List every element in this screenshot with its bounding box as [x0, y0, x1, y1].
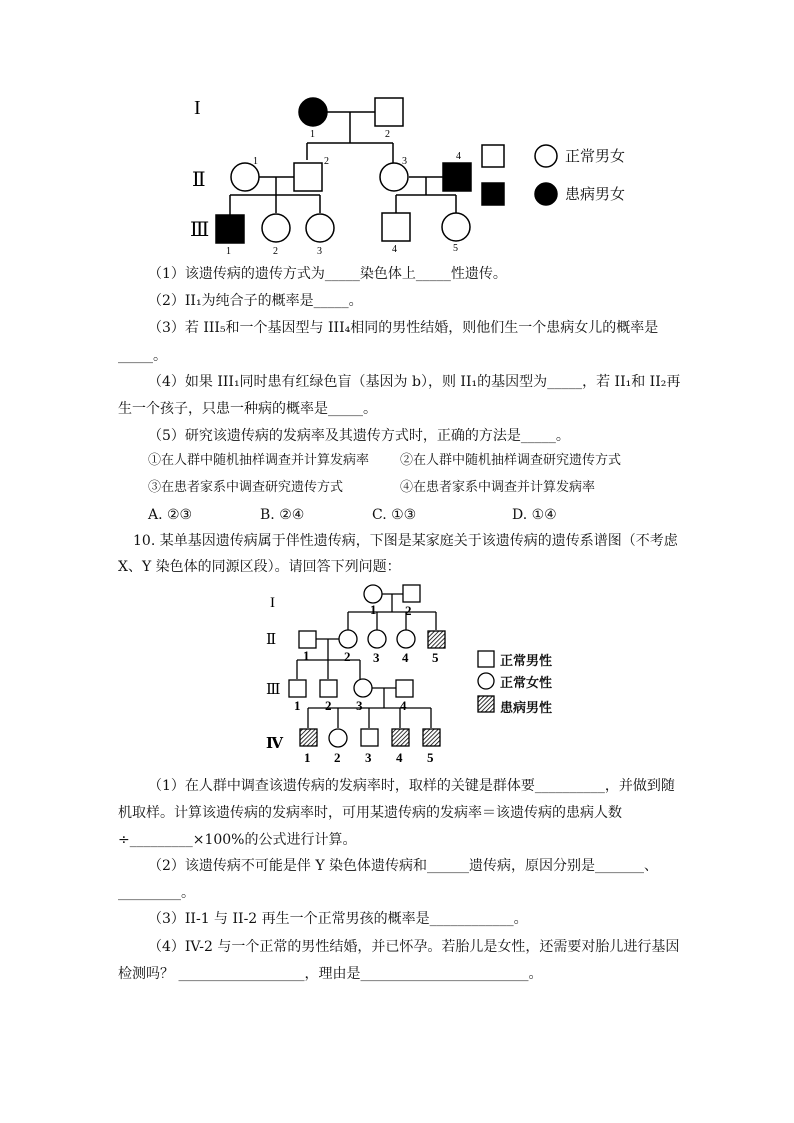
ped2-gen-label: Ⅱ — [266, 632, 277, 648]
ped1-gen-label: Ⅲ — [190, 219, 210, 241]
ped2-num: 5 — [427, 750, 434, 765]
q9-line-4: _____。 — [118, 348, 167, 364]
ped1-legend-affected-male — [482, 183, 504, 205]
q10-line-5: _________。 — [118, 885, 195, 901]
ped1-num: 1 — [226, 246, 231, 257]
q9-line-3: （3）若 III₅和一个基因型与 III₄相同的男性结婚，则他们生一个患病女儿的概率是 — [148, 320, 659, 336]
ped2-num: 2 — [344, 649, 351, 664]
ped2-num: 1 — [294, 698, 301, 713]
q9-line-1: （1）该遗传病的遗传方式为_____染色体上_____性遗传。 — [148, 266, 507, 282]
q10-line-8: 检测吗？ __________________，理由是________________________。 — [118, 966, 543, 982]
ped1-legend-affected-female — [535, 183, 557, 205]
ped2-III-2 — [320, 680, 337, 697]
pedigree-chart-1 — [180, 85, 660, 260]
q10-line-1: （1）在人群中调查该遗传病的发病率时，取样的关键是群体要__________，并做到随 — [148, 778, 675, 794]
ped2-legend-normal-male-label: 正常男性 — [500, 654, 553, 669]
q10-intro-2: X、Y 染色体的同源区段）。请回答下列问题： — [118, 559, 401, 575]
ped1-num: 2 — [273, 246, 278, 257]
ped2-IV-5 — [423, 729, 440, 746]
ped2-II-3 — [368, 630, 386, 648]
ped2-I-1 — [364, 585, 382, 603]
ped1-III-3 — [306, 214, 334, 242]
ped2-III-3 — [354, 679, 372, 697]
ped1-II-3 — [380, 163, 408, 191]
q9-option-1: ①在人群中随机抽样调查并计算发病率 — [148, 453, 370, 468]
ped1-III-1 — [216, 215, 244, 243]
ped1-legend-affected: 患病男女 — [565, 185, 626, 203]
ped2-II-2 — [339, 630, 357, 648]
ped2-num: 4 — [400, 698, 407, 713]
q10-line-3: ÷_________×100%的公式进行计算。 — [118, 832, 357, 848]
ped2-III-4 — [396, 680, 413, 697]
ped1-I-2 — [375, 98, 403, 126]
ped2-num: 1 — [370, 602, 377, 617]
ped1-III-4 — [382, 213, 410, 241]
ped2-IV-3 — [361, 729, 378, 746]
ped2-num: 4 — [396, 750, 403, 765]
ped2-num: 1 — [304, 750, 311, 765]
ped2-num: 2 — [325, 698, 332, 713]
q9-line-7: （5）研究该遗传病的发病率及其遗传方式时，正确的方法是_____。 — [148, 428, 570, 444]
ped2-num: 3 — [365, 750, 372, 765]
ped1-I-1 — [299, 98, 327, 126]
q10-intro-1: 10. 某单基因遗传病属于伴性遗传病，下图是某家庭关于该遗传病的遗传系谱图（不考虑 — [133, 533, 678, 549]
ped2-IV-4 — [392, 729, 409, 746]
ped1-II-2 — [294, 163, 322, 191]
ped2-num: 2 — [334, 750, 341, 765]
ped2-II-5 — [428, 631, 445, 648]
ped2-III-1 — [289, 680, 306, 697]
q9-choice-c: C. ①③ — [372, 507, 417, 523]
ped2-gen-label: Ⅳ — [266, 736, 284, 752]
ped2-gen-label: I — [270, 595, 275, 611]
ped1-legend-normal: 正常男女 — [565, 147, 626, 165]
ped2-num: 5 — [432, 650, 439, 665]
q10-line-7: （4）IV-2 与一个正常的男性结婚，并已怀孕。若胎儿是女性，还需要对胎儿进行基因 — [148, 939, 680, 955]
ped1-num: 1 — [253, 156, 258, 167]
q10-line-6: （3）II-1 与 II-2 再生一个正常男孩的概率是____________。 — [148, 911, 528, 927]
ped1-num: 2 — [385, 129, 390, 140]
ped2-legend-normal-female-label: 正常女性 — [500, 676, 553, 691]
q10-line-2: 机取样。计算该遗传病的发病率时，可用某遗传病的发病率＝该遗传病的患病人数 — [118, 805, 622, 821]
ped1-num: 3 — [317, 246, 322, 257]
ped1-num: 1 — [310, 129, 315, 140]
ped2-num: 4 — [402, 650, 409, 665]
ped1-legend-normal-female — [535, 145, 557, 167]
ped2-II-1 — [299, 631, 316, 648]
ped2-num: 1 — [303, 648, 310, 663]
ped2-I-2 — [403, 585, 420, 602]
ped1-II-1 — [231, 163, 259, 191]
q9-choice-d: D. ①④ — [512, 507, 557, 523]
ped1-num: 4 — [392, 244, 397, 255]
ped2-IV-1 — [300, 729, 317, 746]
ped2-num: 3 — [356, 698, 363, 713]
ped2-legend-normal-female — [478, 673, 494, 689]
q10-line-4: （2）该遗传病不可能是伴 Y 染色体遗传病和______遗传病，原因分别是_______、 — [148, 858, 659, 874]
ped1-III-2 — [262, 214, 290, 242]
q9-option-3: ③在患者家系中调查研究遗传方式 — [148, 480, 344, 495]
ped1-num: 4 — [456, 151, 461, 162]
q9-choice-a: A. ②③ — [148, 507, 193, 523]
q9-choice-b: B. ②④ — [260, 507, 305, 523]
ped1-legend-normal-male — [482, 145, 504, 167]
ped2-gen-label: Ⅲ — [266, 682, 281, 698]
ped1-II-4 — [443, 163, 471, 191]
ped1-III-5 — [442, 213, 470, 241]
q9-option-2: ②在人群中随机抽样调查研究遗传方式 — [400, 453, 622, 468]
ped1-gen-label: I — [194, 97, 201, 119]
ped2-IV-2 — [329, 729, 347, 747]
ped1-gen-label: Ⅱ — [192, 169, 206, 191]
ped2-II-4 — [397, 630, 415, 648]
ped2-legend-affected-male — [478, 696, 494, 712]
ped2-legend-affected-male-label: 患病男性 — [500, 701, 553, 716]
q9-option-4: ④在患者家系中调查并计算发病率 — [400, 480, 596, 495]
ped2-num: 2 — [405, 603, 412, 618]
ped1-num: 5 — [453, 243, 458, 254]
q9-line-5: （4）如果 III₁同时患有红绿色盲（基因为 b），则 II₁的基因型为_____，若 II₁和 II₂再 — [148, 374, 681, 390]
ped1-num: 2 — [324, 156, 329, 167]
ped1-num: 3 — [402, 156, 407, 167]
q9-line-6: 生一个孩子，只患一种病的概率是_____。 — [118, 401, 377, 417]
q9-line-2: （2）II₁为纯合子的概率是_____。 — [148, 293, 363, 309]
ped2-num: 3 — [373, 650, 380, 665]
ped2-legend-normal-male — [478, 651, 494, 667]
